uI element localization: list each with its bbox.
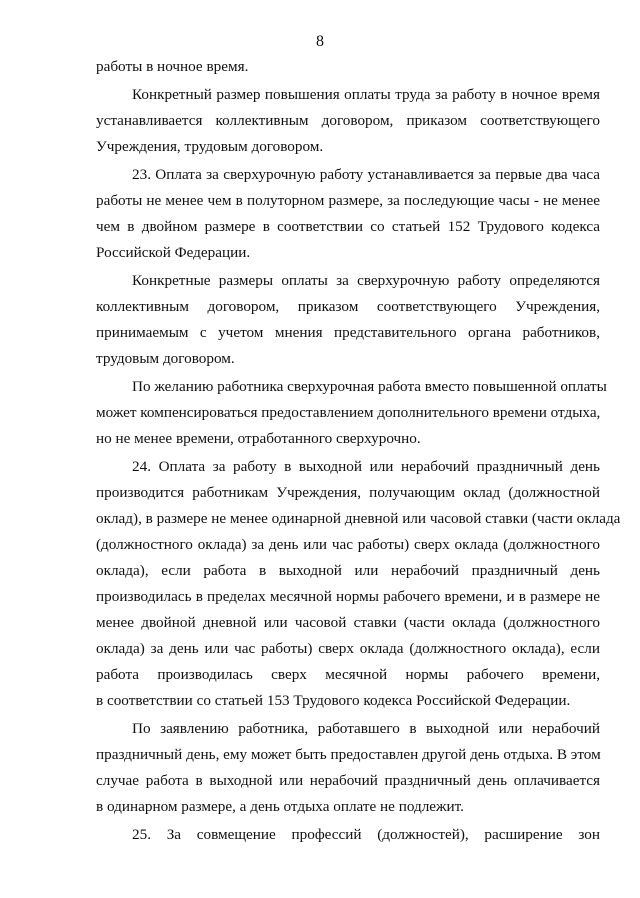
- text-line: работы не менее чем в полуторном размере, за последующие часы - не менее: [96, 192, 600, 209]
- text-line: 24. Оплата за работу в выходной или нерабочий праздничный день: [132, 458, 600, 475]
- text-line: производилась в пределах месячной нормы рабочего времени, и в размере не: [96, 588, 600, 605]
- text-line: менее двойной дневной или часовой ставки (части оклада (должностного: [96, 614, 600, 631]
- text-line: случае работа в выходной или нерабочий праздничный день оплачивается: [96, 772, 600, 789]
- text-line: в соответствии со статьей 153 Трудового кодекса Российской Федерации.: [96, 692, 571, 709]
- text-line: в одинарном размере, а день отдыха оплате не подлежит.: [96, 798, 464, 815]
- text-line: оклада), если работа в выходной или нерабочий праздничный день: [96, 562, 600, 579]
- text-line: По заявлению работника, работавшего в выходной или нерабочий: [132, 720, 600, 737]
- text-line: Конкретный размер повышения оплаты труда за работу в ночное время: [132, 86, 600, 103]
- text-line: праздничный день, ему может быть предоставлен другой день отдыха. В этом: [96, 746, 601, 763]
- text-line: Конкретные размеры оплаты за сверхурочную работу определяются: [132, 272, 600, 289]
- page-number: 8: [316, 33, 324, 50]
- text-line: По желанию работника сверхурочная работа вместо повышенной оплаты: [132, 378, 607, 395]
- text-line: (должностного оклада) за день или час работы) сверх оклада (должностного: [96, 536, 600, 553]
- text-line: 25. За совмещение профессий (должностей), расширение зон: [132, 826, 600, 843]
- text-line: 23. Оплата за сверхурочную работу устанавливается за первые два часа: [132, 166, 600, 183]
- text-line: оклад), в размере не менее одинарной дневной или часовой ставки (части оклада: [96, 510, 621, 527]
- text-line: Учреждения, трудовым договором.: [96, 138, 324, 155]
- text-line: трудовым договором.: [96, 350, 235, 367]
- text-line: Российской Федерации.: [96, 244, 251, 261]
- text-line: принимаемым с учетом мнения представительного органа работников,: [96, 324, 600, 341]
- text-line: работа производилась сверх месячной нормы рабочего времени,: [96, 666, 600, 683]
- text-line: работы в ночное время.: [96, 58, 249, 75]
- text-line: но не менее времени, отработанного сверхурочно.: [96, 430, 421, 447]
- text-line: производится работникам Учреждения, получающим оклад (должностной: [96, 484, 600, 501]
- text-line: коллективным договором, приказом соответствующего Учреждения,: [96, 298, 600, 315]
- text-line: может компенсироваться предоставлением дополнительного времени отдыха,: [96, 404, 601, 421]
- text-line: чем в двойном размере в соответствии со статьей 152 Трудового кодекса: [96, 218, 600, 235]
- text-line: устанавливается коллективным договором, приказом соответствующего: [96, 112, 600, 129]
- text-line: оклада) за день или час работы) сверх оклада (должностного оклада), если: [96, 640, 600, 657]
